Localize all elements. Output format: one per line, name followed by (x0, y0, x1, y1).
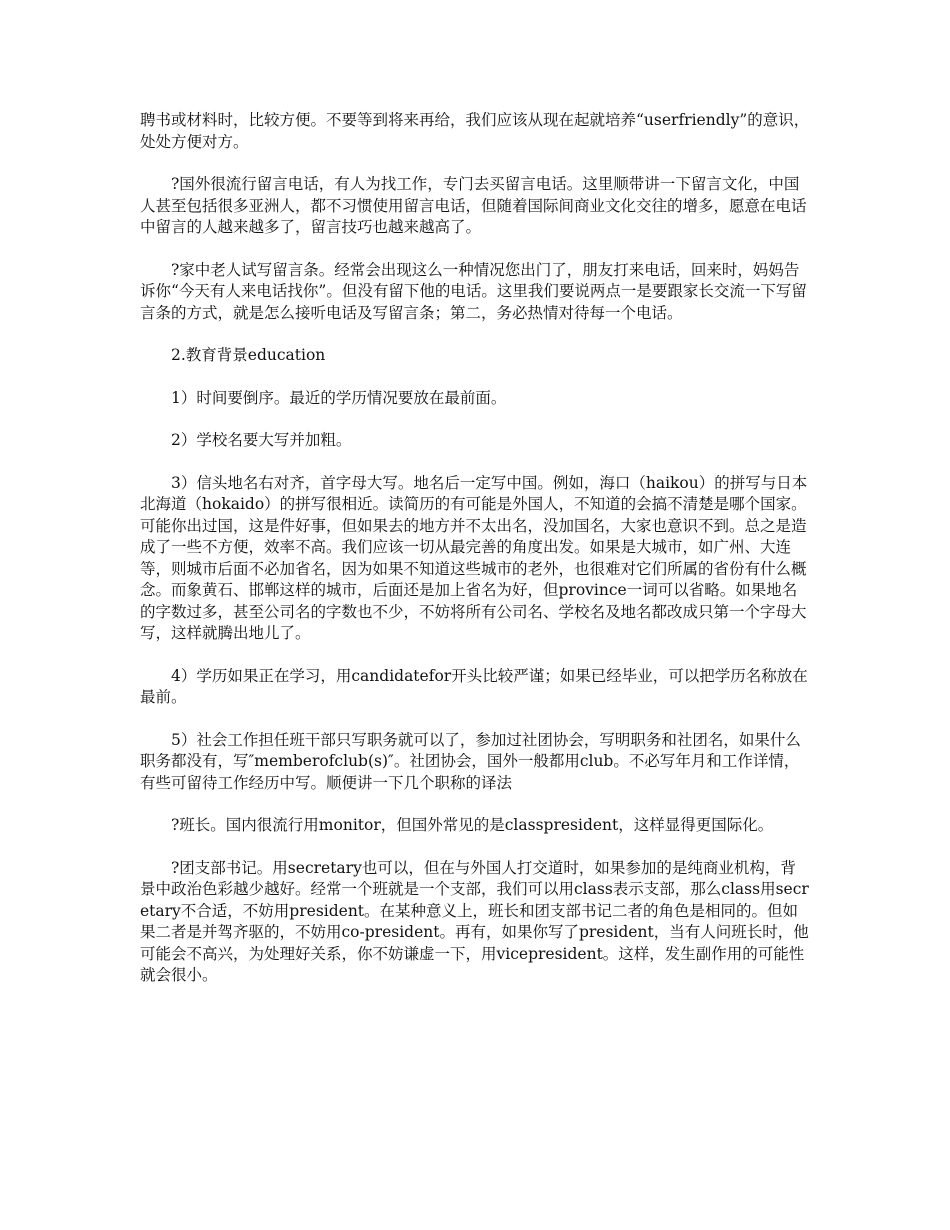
paragraph-continuation: 聘书或材料时，比较方便。不要等到将来再给，我们应该从现在起就培养“userfriendly”的意识，处处方便对方。 (140, 111, 810, 151)
paragraph-message-note: ?家中老人试写留言条。经常会出现这么一种情况您出门了，朋友打来电话，回来时，妈妈告诉你“今天有人来电话找你”。但没有留下他的电话。这里我们要说两点一是要跟家长交流一下写留言条的方式，就是怎么接听电话及写留言条；第二，务必热情对待每一个电话。 (140, 260, 807, 322)
section-heading-education: 2.教育背景education (171, 346, 326, 364)
paragraph-point-5: 5）社会工作担任班干部只写职务就可以了，参加过社团协会，写明职务和社团名，如果什么职务都没有，写″memberofclub(s)″。社团协会，国外一般都用club。不必写年月和工作详情，有些可留待工作经历中写。顺便讲一下几个职称的译法 (140, 730, 801, 792)
paragraph-league-secretary: ?团支部书记。用secretary也可以，但在与外国人打交道时，如果参加的是纯商业机构，背景中政治色彩越少越好。经常一个班就是一个支部，我们可以用class表示支部，那么class用secretary不合适，不妨用president。在某种意义上，班长和团支部书记二者的角色是相同的。但如果二者是并驾齐驱的，不妨用co-president。再有，如果你写了president，当有人问班长时，他可能会不高兴，为处理好关系，你不妨谦虚一下，用vicepresident。这样，发生副作用的可能性就会很小。 (140, 858, 809, 984)
paragraph-point-3: 3）信头地名右对齐，首字母大写。地名后一定写中国。例如，海口（haikou）的拼写与日本北海道（hokaido）的拼写很相近。读简历的有可能是外国人，不知道的会搞不清楚是哪个国家。可能你出过国，这是件好事，但如果去的地方并不太出名，没加国名，大家也意识不到。总之是造成了一些不方便，效率不高。我们应该一切从最完善的角度出发。如果是大城市，如广州、大连等，则城市后面不必加省名，因为如果不知道这些城市的老外，也很难对它们所属的省份有什么概念。而象黄石、邯郸这样的城市，后面还是加上省名为好，但province一词可以省略。如果地名的字数过多，甚至公司名的字数也不少，不妨将所有公司名、学校名及地名都改成只第一个字母大写，这样就腾出地儿了。 (140, 473, 808, 642)
paragraph-voicemail-culture: ?国外很流行留言电话，有人为找工作，专门去买留言电话。这里顺带讲一下留言文化，中国人甚至包括很多亚洲人，都不习惯使用留言电话，但随着国际间商业文化交往的增多，愿意在电话中留言的人越来越多了，留言技巧也越来越高了。 (140, 175, 807, 236)
paragraph-point-2: 2）学校名要大写并加粗。 (171, 431, 352, 449)
paragraph-class-monitor: ?班长。国内很流行用monitor，但国外常见的是classpresident，这样显得更国际化。 (171, 816, 774, 834)
paragraph-point-4: 4）学历如果正在学习，用candidatefor开头比较严谨；如果已经毕业，可以把学历名称放在最前。 (140, 666, 808, 706)
paragraph-point-1: 1）时间要倒序。最近的学历情况要放在最前面。 (171, 388, 507, 407)
